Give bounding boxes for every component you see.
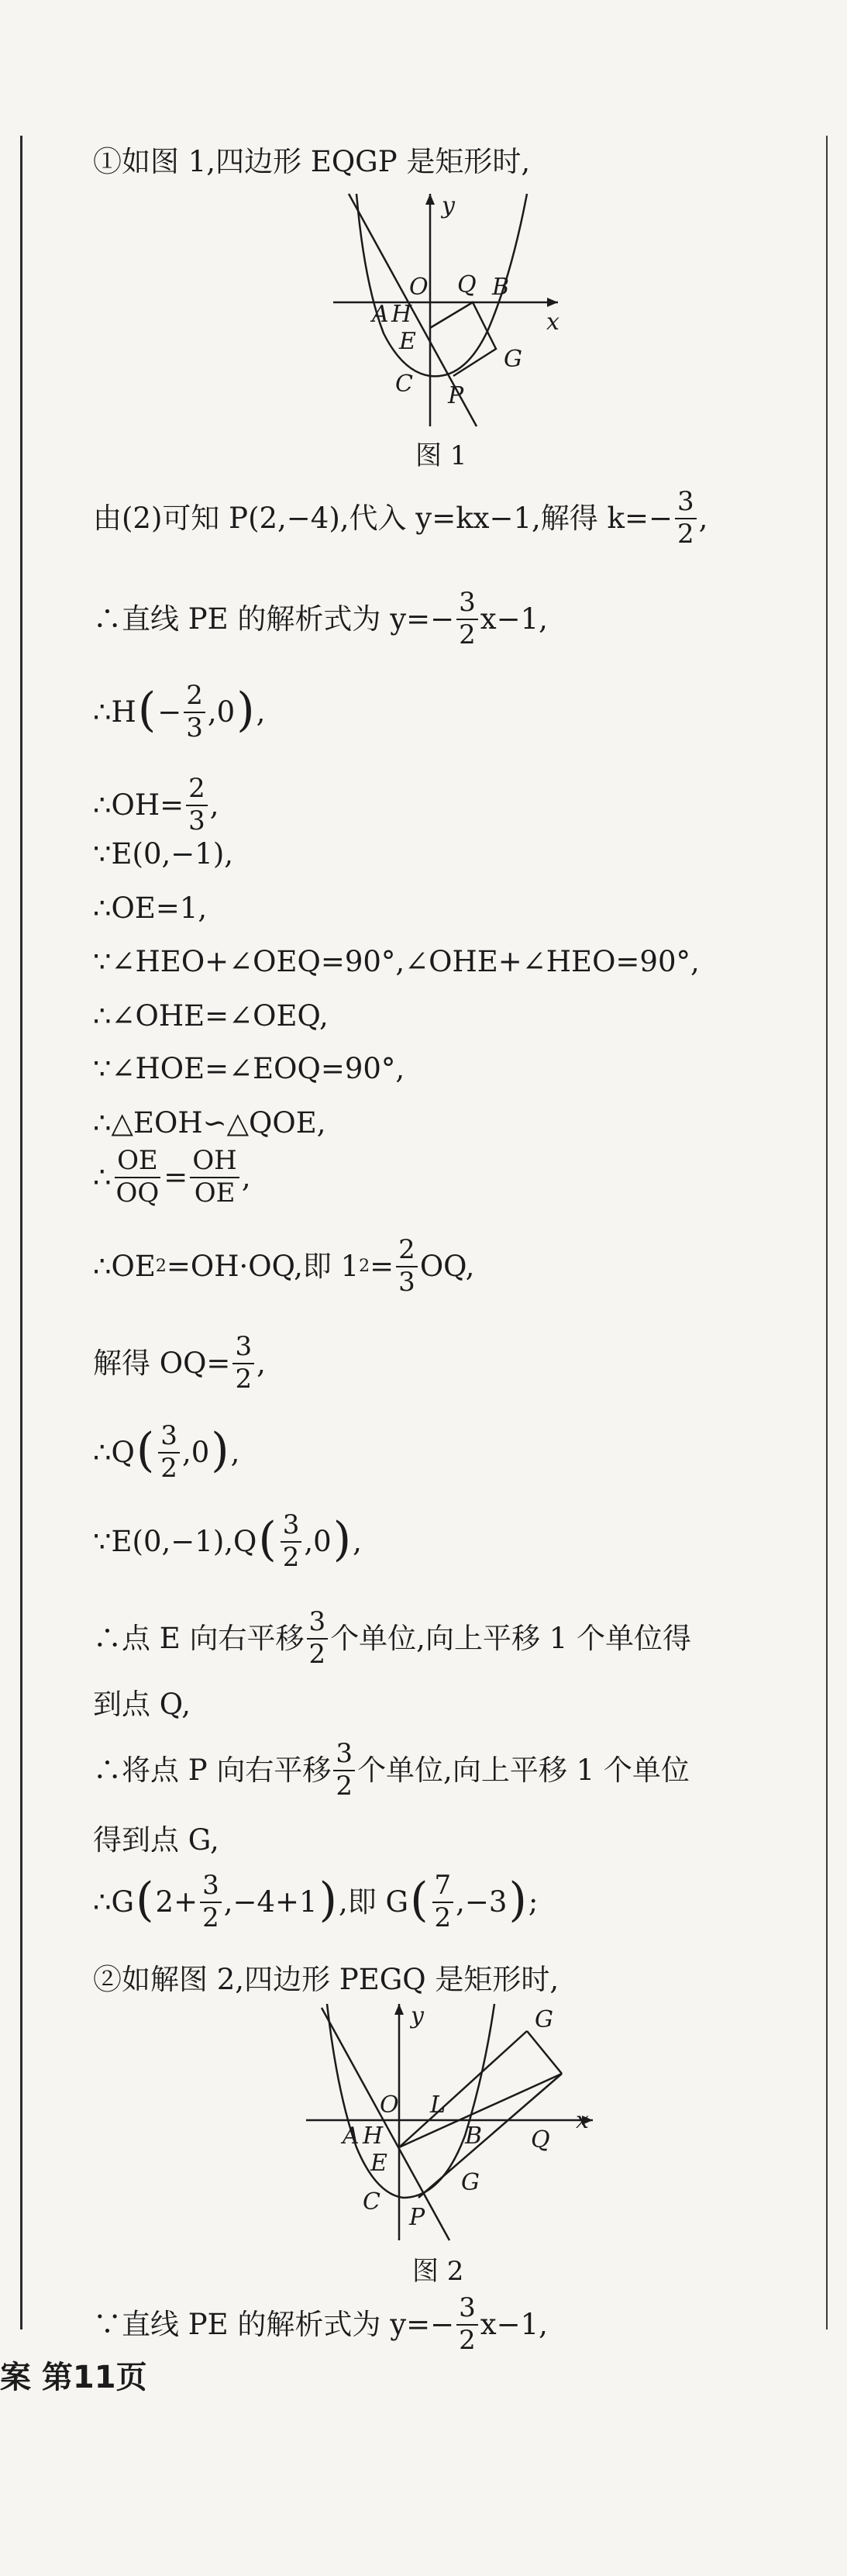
step-19: ∴将点 P 向右平移 $\frac{3}{2}$ 个单位,向上平移 1 个单位 xyxy=(93,1738,690,1802)
fig2-label-q: Q xyxy=(531,2126,550,2154)
step-17: ∴点 E 向右平移 $\frac{3}{2}$ 个单位,向上平移 1 个单位得 xyxy=(93,1606,692,1670)
step-2: 由(2)可知 P(2,−4),代入 y=kx−1,解得 k=− $\frac{3}{2}$ , xyxy=(93,486,708,550)
figure-2-graph xyxy=(294,2000,604,2248)
step-20: 得到点 G, xyxy=(93,1823,219,1857)
fig2-label-l: L xyxy=(430,2091,446,2119)
step-4: ∴H ( − $\frac{2}{3}$ ,0 ) , xyxy=(93,680,266,743)
step-23: ∵直线 PE 的解析式为 y=− $\frac{3}{2}$ x−1, xyxy=(93,2292,548,2356)
step-5: ∴OH= $\frac{2}{3}$ , xyxy=(93,773,219,836)
fig1-label-y: y xyxy=(442,192,455,219)
fig2-label-c: C xyxy=(363,2188,380,2216)
step-1: ①如图 1,四边形 EQGP 是矩形时, xyxy=(93,145,531,178)
fig1-label-c: C xyxy=(395,371,413,398)
step-6: ∵E(0,−1), xyxy=(93,837,234,871)
step-15: ∴Q ( $\frac{3}{2}$ ,0 ) , xyxy=(93,1420,240,1484)
step-3: ∴直线 PE 的解析式为 y=− $\frac{3}{2}$ x−1, xyxy=(93,587,548,650)
step-22: ②如解图 2,四边形 PEGQ 是矩形时, xyxy=(93,1963,560,1996)
fig2-label-b: B xyxy=(465,2123,483,2150)
fig2-label-h: H xyxy=(363,2123,384,2150)
step-18: 到点 Q, xyxy=(93,1688,191,1721)
page-footer: 案 第11页 xyxy=(0,2360,147,2395)
step-21: ∴G ( 2+ $\frac{3}{2}$ ,−4+1 ) ,即 G ( $\frac{7}{2}$ ,−3 ) ; xyxy=(93,1870,539,1933)
step-7: ∴OE=1, xyxy=(93,891,208,925)
fig2-label-p: P xyxy=(409,2204,425,2231)
step-12: ∴ $\frac{OE}{OQ}$ = $\frac{OH}{OE}$ , xyxy=(93,1145,251,1209)
fig1-label-e: E xyxy=(399,328,416,355)
fig1-label-h: H xyxy=(391,301,412,328)
fig2-label-g-bottom: G xyxy=(461,2169,480,2196)
step-8: ∵∠HEO+∠OEQ=90°,∠OHE+∠HEO=90°, xyxy=(93,945,700,978)
fig2-label-y: y xyxy=(411,2002,424,2029)
step-16: ∵E(0,−1),Q ( $\frac{3}{2}$ ,0 ) , xyxy=(93,1509,362,1573)
fig2-label-x: x xyxy=(576,2107,589,2134)
fig1-label-o: O xyxy=(409,274,429,301)
fig1-label-p: P xyxy=(448,382,464,409)
fig1-label-b: B xyxy=(492,274,510,301)
figure-1-graph xyxy=(310,190,573,438)
step-13: ∴OE 2 =OH·OQ,即 1 2 = $\frac{2}{3}$ OQ, xyxy=(93,1234,475,1298)
fig1-label-x: x xyxy=(546,309,560,336)
figure-2-caption: 图 2 xyxy=(412,2256,464,2287)
fig2-label-a: A xyxy=(343,2123,360,2150)
step-11: ∴△EOH∽△QOE, xyxy=(93,1106,326,1140)
step-9: ∴∠OHE=∠OEQ, xyxy=(93,999,329,1033)
step-10: ∵∠HOE=∠EOQ=90°, xyxy=(93,1052,405,1085)
right-border-line xyxy=(826,136,828,2329)
fig1-label-g: G xyxy=(504,346,522,373)
fig2-label-e: E xyxy=(370,2150,387,2177)
fig1-label-a: A xyxy=(372,301,389,328)
fig2-label-g-top: G xyxy=(535,2006,553,2033)
left-border-line xyxy=(20,136,22,2329)
fig2-label-o: O xyxy=(380,2091,399,2119)
fig1-label-q: Q xyxy=(457,271,477,298)
step-14: 解得 OQ= $\frac{3}{2}$ , xyxy=(93,1331,266,1395)
figure-1-caption: 图 1 xyxy=(415,440,467,471)
